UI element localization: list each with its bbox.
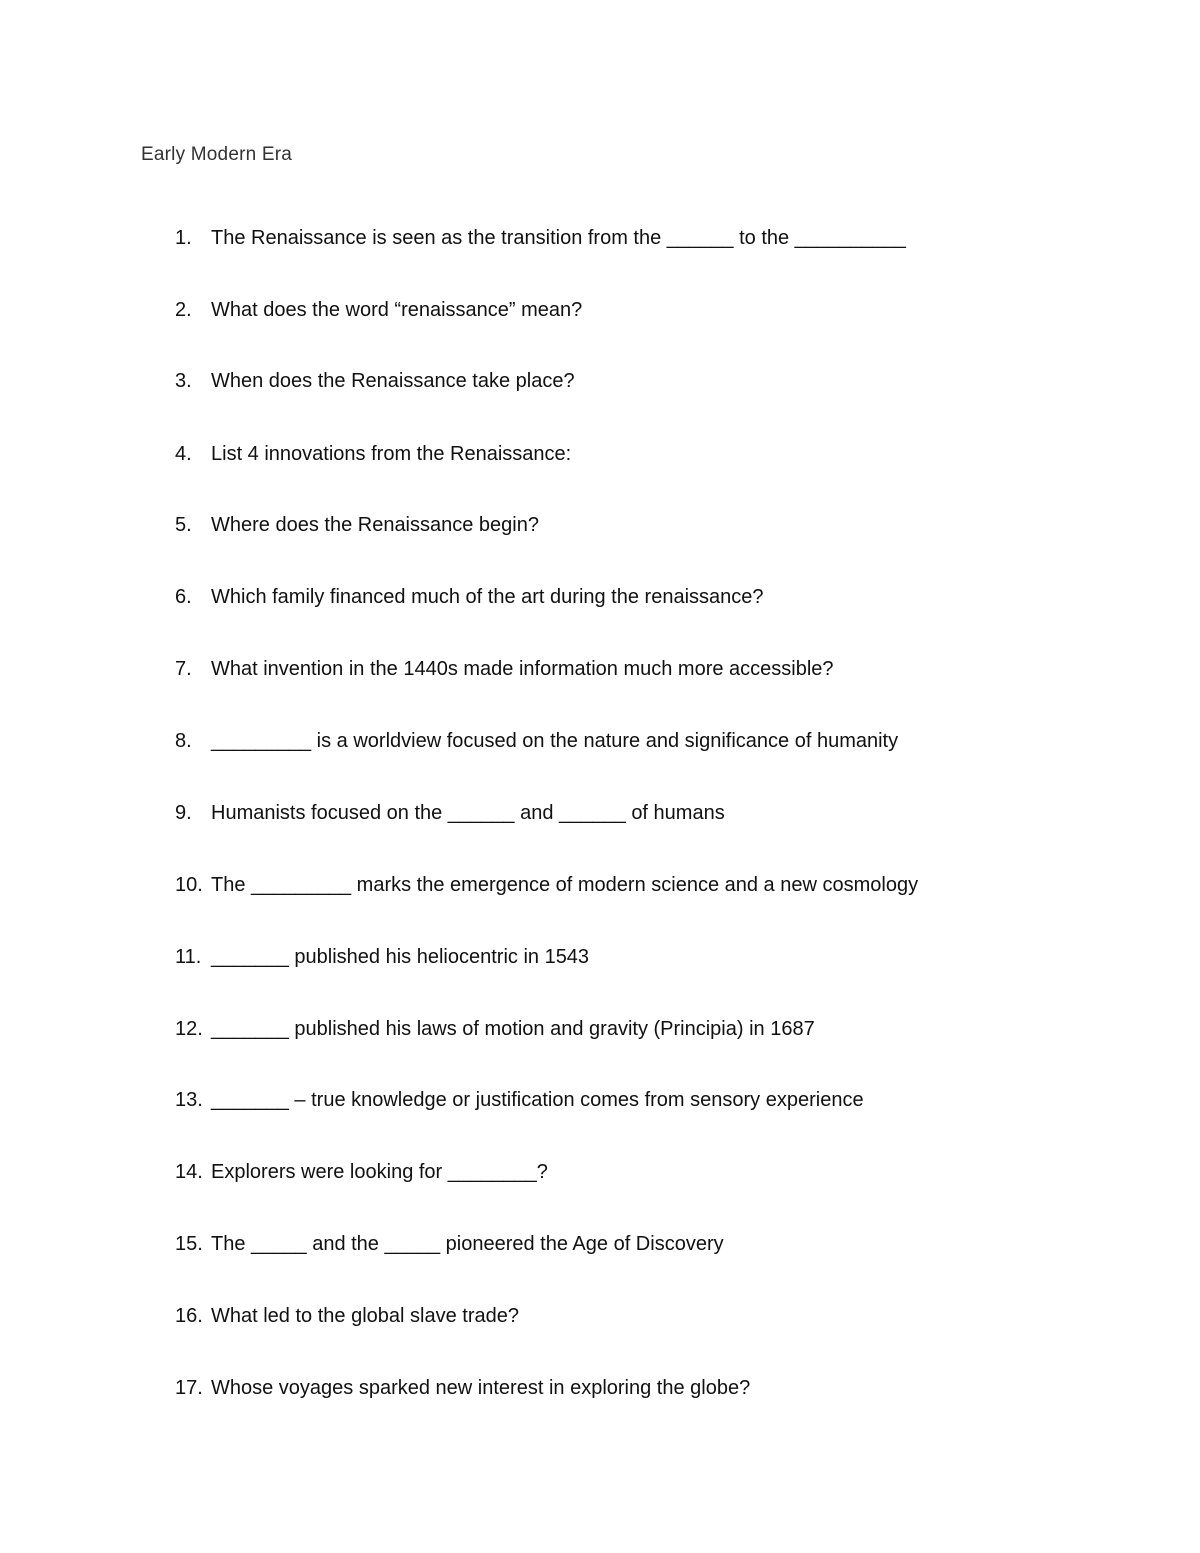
question-1 bbox=[175, 225, 906, 251]
question-text: Where does the Renaissance begin? bbox=[211, 514, 539, 536]
question-number: 8. bbox=[175, 730, 192, 752]
question-14 bbox=[175, 1159, 548, 1185]
question-16 bbox=[175, 1303, 519, 1329]
question-2 bbox=[175, 297, 582, 323]
question-text: The Renaissance is seen as the transition from the ______ to the __________ bbox=[211, 227, 906, 249]
question-number: 9. bbox=[175, 802, 192, 824]
question-3 bbox=[175, 368, 575, 394]
question-10 bbox=[175, 872, 918, 898]
question-17 bbox=[175, 1375, 750, 1401]
question-number: 14. bbox=[175, 1161, 203, 1183]
question-12 bbox=[175, 1016, 815, 1042]
question-11 bbox=[175, 944, 589, 970]
question-text: _________ is a worldview focused on the nature and significance of humanity bbox=[211, 730, 899, 752]
question-number: 7. bbox=[175, 658, 192, 680]
question-number: 10. bbox=[175, 874, 203, 896]
question-text: _______ published his laws of motion and gravity (Principia) in 1687 bbox=[211, 1018, 815, 1040]
question-number: 3. bbox=[175, 370, 192, 392]
question-13 bbox=[175, 1087, 864, 1113]
question-text: Whose voyages sparked new interest in exploring the globe? bbox=[211, 1377, 751, 1399]
question-5 bbox=[175, 512, 539, 538]
question-number: 4. bbox=[175, 443, 192, 465]
question-text: Explorers were looking for ________? bbox=[211, 1161, 548, 1183]
question-7 bbox=[175, 656, 834, 682]
question-number: 1. bbox=[175, 227, 192, 249]
question-6 bbox=[175, 584, 764, 610]
question-text: List 4 innovations from the Renaissance: bbox=[211, 443, 572, 465]
question-number: 6. bbox=[175, 586, 192, 608]
question-15 bbox=[175, 1231, 724, 1257]
question-number: 11. bbox=[175, 946, 202, 968]
question-number: 2. bbox=[175, 299, 192, 321]
question-text: _______ published his heliocentric in 1543 bbox=[211, 946, 590, 968]
question-9 bbox=[175, 800, 725, 826]
question-text: When does the Renaissance take place? bbox=[211, 370, 575, 392]
page-title: Early Modern Era bbox=[141, 144, 293, 165]
question-4 bbox=[175, 441, 571, 467]
question-text: Which family financed much of the art during the renaissance? bbox=[211, 586, 764, 608]
question-text: Humanists focused on the ______ and ______ of humans bbox=[211, 802, 725, 824]
question-text: The _____ and the _____ pioneered the Age of Discovery bbox=[211, 1233, 724, 1255]
question-number: 15. bbox=[175, 1233, 203, 1255]
question-number: 5. bbox=[175, 514, 192, 536]
question-text: What does the word “renaissance” mean? bbox=[211, 299, 583, 321]
question-number: 12. bbox=[175, 1018, 203, 1040]
question-8 bbox=[175, 728, 898, 754]
question-text: The _________ marks the emergence of modern science and a new cosmology bbox=[211, 874, 919, 896]
question-text: _______ – true knowledge or justification comes from sensory experience bbox=[211, 1089, 864, 1111]
question-number: 13. bbox=[175, 1089, 203, 1111]
question-number: 16. bbox=[175, 1305, 203, 1327]
question-text: What led to the global slave trade? bbox=[211, 1305, 519, 1327]
question-number: 17. bbox=[175, 1377, 203, 1399]
question-text: What invention in the 1440s made information much more accessible? bbox=[211, 658, 834, 680]
